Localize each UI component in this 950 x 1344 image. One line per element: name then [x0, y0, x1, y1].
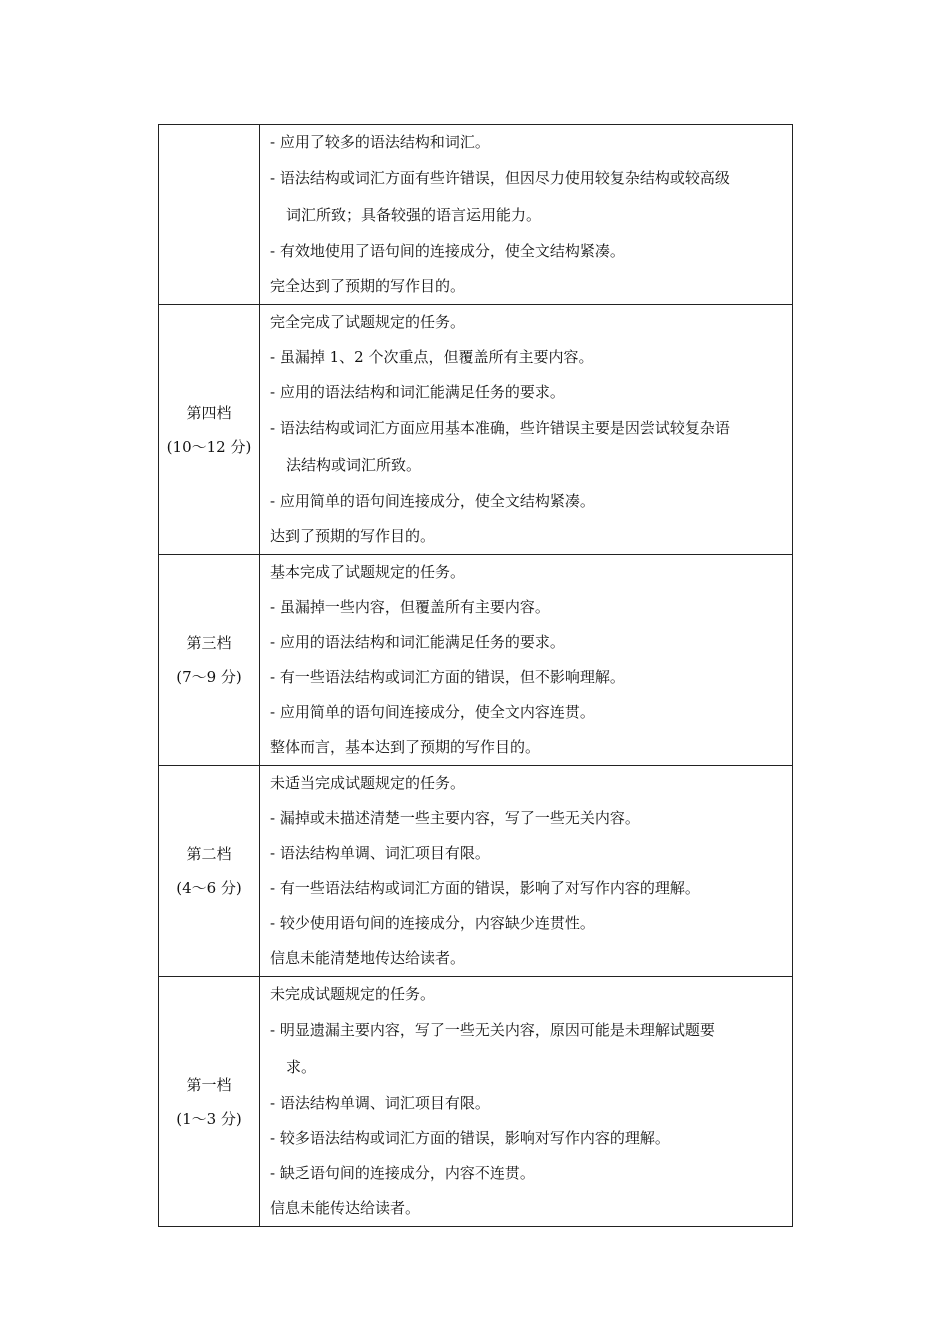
description-cell: [260, 555, 793, 766]
table-row: [159, 555, 793, 766]
criterion-line: 求。: [286, 1058, 317, 1076]
level-score: (7～9 分): [176, 668, 242, 686]
criterion-line: - 应用简单的语句间连接成分，使全文结构紧凑。: [270, 492, 595, 510]
criterion-line: - 语法结构单调、词汇项目有限。: [270, 1094, 490, 1112]
criterion-line: - 漏掉或未描述清楚一些主要内容，写了一些无关内容。: [270, 809, 640, 827]
level-name: 第一档: [186, 1075, 232, 1094]
criterion-line: - 语法结构或词汇方面应用基本准确，些许错误主要是因尝试较复杂语: [270, 419, 730, 437]
table-row: [159, 977, 793, 1227]
criterion-line: 完全完成了试题规定的任务。: [270, 313, 466, 331]
level-score: (4～6 分): [176, 879, 242, 897]
criterion-line: 未适当完成试题规定的任务。: [270, 774, 466, 792]
criterion-line: 整体而言，基本达到了预期的写作目的。: [270, 738, 541, 756]
criterion-line: - 应用的语法结构和词汇能满足任务的要求。: [270, 633, 565, 651]
criterion-line: 法结构或词汇所致。: [286, 456, 422, 474]
description-cell: [260, 766, 793, 977]
criterion-line: - 明显遗漏主要内容，写了一些无关内容，原因可能是未理解试题要: [270, 1021, 715, 1039]
criterion-line: 信息未能传达给读者。: [270, 1199, 421, 1217]
criterion-line: - 语法结构单调、词汇项目有限。: [270, 844, 490, 862]
table-row: [159, 766, 793, 977]
criterion-line: - 有效地使用了语句间的连接成分，使全文结构紧凑。: [270, 242, 625, 260]
description-cell: [260, 125, 793, 305]
criterion-line: 词汇所致；具备较强的语言运用能力。: [286, 206, 542, 224]
description-cell: [260, 305, 793, 555]
criterion-line: - 应用了较多的语法结构和词汇。: [270, 133, 490, 151]
level-score: (1～3 分): [176, 1109, 242, 1128]
level-cell: [159, 305, 260, 555]
criterion-line: - 应用简单的语句间连接成分，使全文内容连贯。: [270, 703, 595, 721]
criterion-line: 达到了预期的写作目的。: [270, 527, 436, 545]
criterion-line: - 虽漏掉一些内容，但覆盖所有主要内容。: [270, 598, 550, 616]
level-cell: [159, 555, 260, 766]
level-name: 第二档: [186, 845, 232, 863]
criterion-line: 未完成试题规定的任务。: [270, 985, 436, 1003]
criterion-line: 完全达到了预期的写作目的。: [270, 277, 466, 295]
criterion-line: - 语法结构或词汇方面有些许错误，但因尽力使用较复杂结构或较高级: [270, 169, 730, 187]
criterion-line: 基本完成了试题规定的任务。: [270, 563, 466, 581]
criterion-line: - 较少使用语句间的连接成分，内容缺少连贯性。: [270, 914, 595, 932]
table-row: [159, 125, 793, 305]
level-cell: [159, 977, 260, 1227]
level-cell: [159, 766, 260, 977]
table-row: [159, 305, 793, 555]
description-cell: [260, 977, 793, 1227]
criterion-line: - 应用的语法结构和词汇能满足任务的要求。: [270, 383, 565, 401]
level-cell: [159, 125, 260, 305]
criterion-line: - 有一些语法结构或词汇方面的错误，影响了对写作内容的理解。: [270, 879, 700, 897]
grading-table: [158, 124, 793, 1227]
criterion-line: 信息未能清楚地传达给读者。: [270, 949, 466, 967]
level-name: 第三档: [186, 634, 232, 652]
criterion-line: - 虽漏掉 1、2 个次重点，但覆盖所有主要内容。: [270, 348, 594, 366]
level-score: (10～12 分): [166, 437, 252, 456]
criterion-line: - 有一些语法结构或词汇方面的错误，但不影响理解。: [270, 668, 625, 686]
criterion-line: - 较多语法结构或词汇方面的错误，影响对写作内容的理解。: [270, 1129, 670, 1147]
criterion-line: - 缺乏语句间的连接成分，内容不连贯。: [270, 1164, 535, 1182]
level-name: 第四档: [186, 403, 232, 422]
